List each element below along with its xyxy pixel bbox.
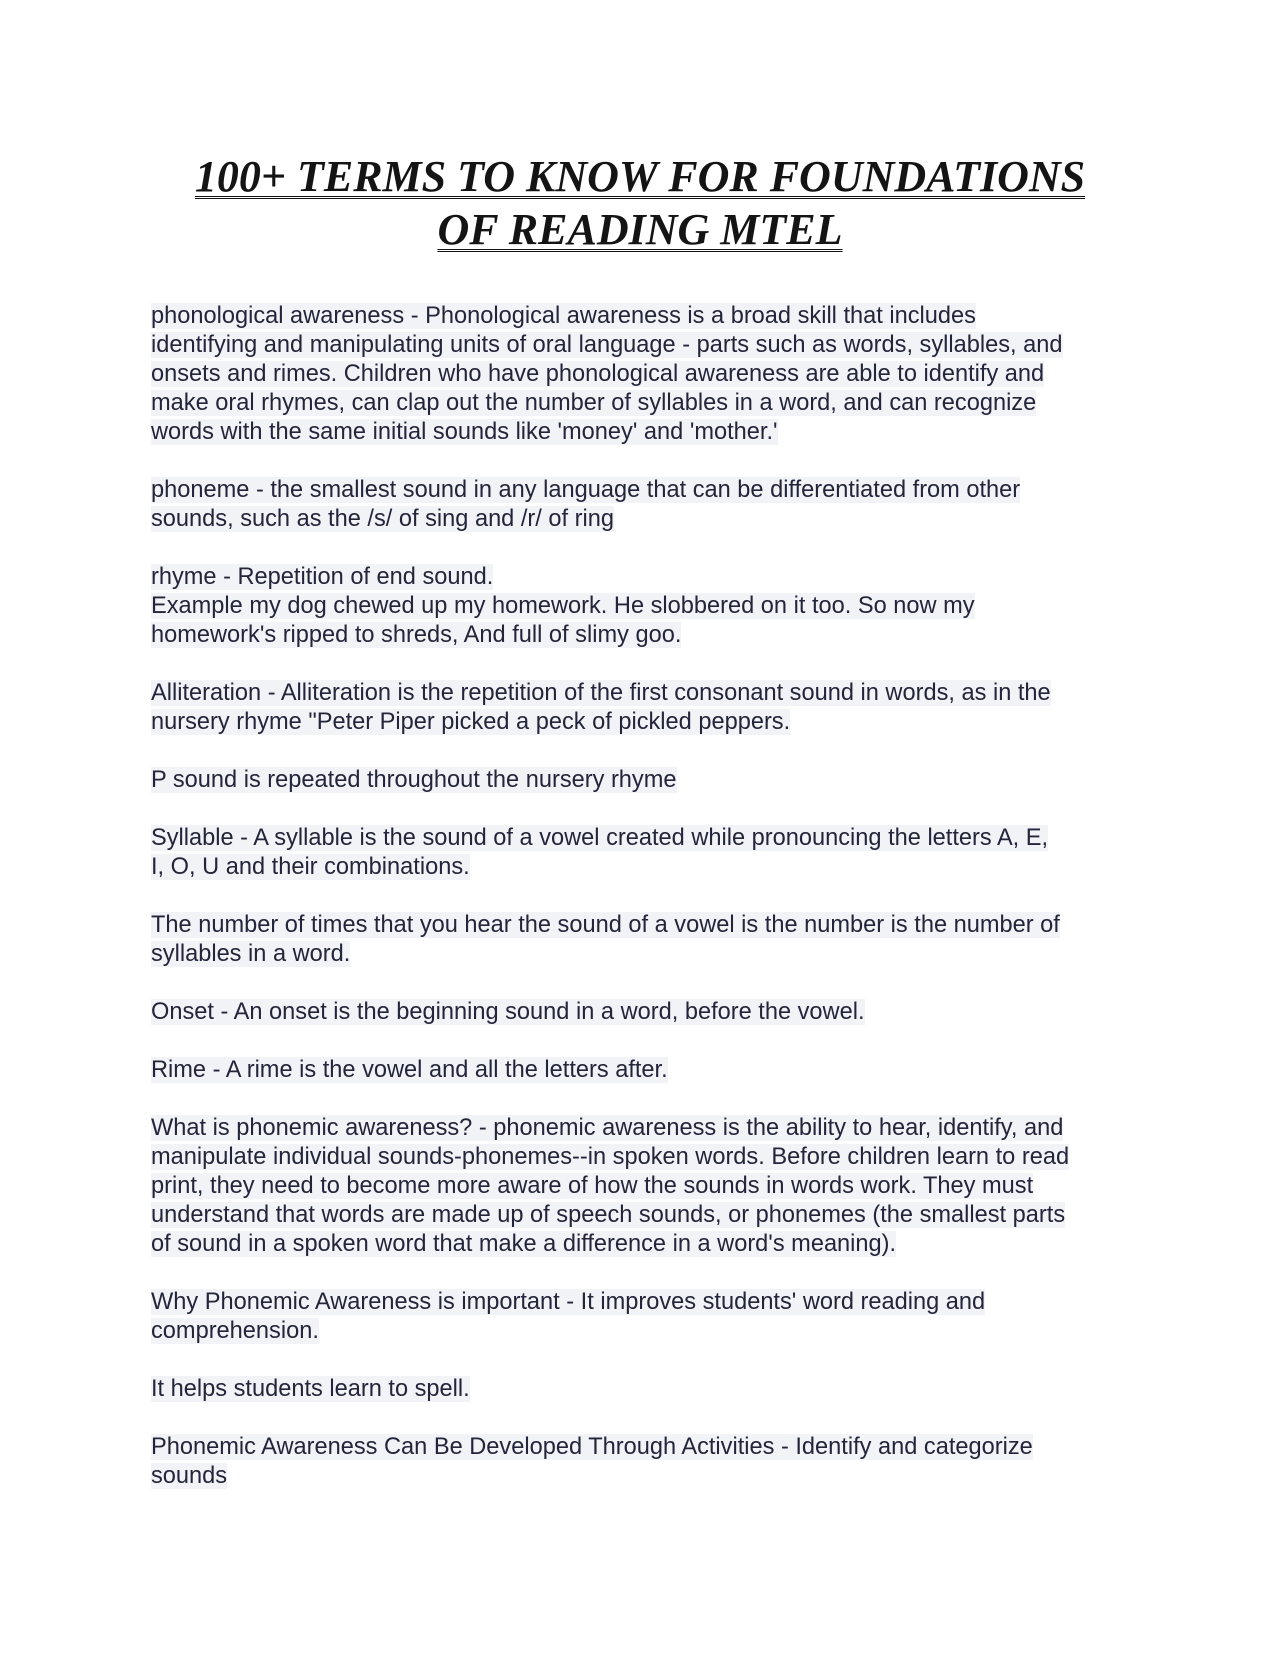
term-line: It helps students learn to spell. [151, 1376, 470, 1402]
term-entry [151, 1114, 1141, 1259]
term-line: P sound is repeated throughout the nursery rhyme [151, 767, 677, 793]
term-line: The number of times that you hear the sound of a vowel is the number is the number of [151, 912, 1060, 938]
term-line: I, O, U and their combinations. [151, 854, 470, 880]
term-entry [151, 476, 1141, 534]
term-entry [151, 1433, 1141, 1491]
term-line: sounds [151, 1463, 228, 1489]
term-entry [151, 766, 1141, 795]
term-line: syllables in a word. [151, 941, 351, 967]
title-line: 100+ TERMS TO KNOW FOR FOUNDATIONS [194, 152, 1086, 201]
term-line: understand that words are made up of speech sounds, or phonemes (the smallest parts [151, 1202, 1066, 1228]
term-entry [151, 824, 1141, 882]
term-line: Onset - An onset is the beginning sound in a word, before the vowel. [151, 999, 865, 1025]
term-line: What is phonemic awareness? - phonemic awareness is the ability to hear, identify, and [151, 1115, 1064, 1141]
term-entry [151, 679, 1141, 737]
term-line: Why Phonemic Awareness is important - It improves students' word reading and [151, 1289, 986, 1315]
term-line: of sound in a spoken word that make a difference in a word's meaning). [151, 1231, 897, 1257]
term-entry [151, 1375, 1141, 1404]
page-title [150, 150, 1130, 256]
term-entry [151, 302, 1141, 447]
term-line: words with the same initial sounds like 'money' and 'mother.' [151, 419, 778, 445]
term-line: manipulate individual sounds-phonemes--in spoken words. Before children learn to read [151, 1144, 1070, 1170]
term-line: rhyme - Repetition of end sound. [151, 564, 494, 590]
term-entry [151, 911, 1141, 969]
term-entry [151, 563, 1141, 650]
term-line: Alliteration - Alliteration is the repetition of the first consonant sound in words, as in the [151, 680, 1051, 706]
term-line: Rime - A rime is the vowel and all the letters after. [151, 1057, 668, 1083]
term-line: phonological awareness - Phonological awareness is a broad skill that includes [151, 303, 976, 329]
terms-list [151, 302, 1141, 1520]
term-line: phoneme - the smallest sound in any language that can be differentiated from other [151, 477, 1021, 503]
term-line: print, they need to become more aware of how the sounds in words work. They must [151, 1173, 1034, 1199]
term-entry [151, 1056, 1141, 1085]
term-line: make oral rhymes, can clap out the number of syllables in a word, and can recognize [151, 390, 1037, 416]
term-line: sounds, such as the /s/ of sing and /r/ of ring [151, 506, 614, 532]
term-line: Example my dog chewed up my homework. He slobbered on it too. So now my [151, 593, 975, 619]
term-entry [151, 1288, 1141, 1346]
term-line: nursery rhyme "Peter Piper picked a peck of pickled peppers. [151, 709, 791, 735]
term-line: onsets and rimes. Children who have phonological awareness are able to identify and [151, 361, 1045, 387]
term-line: Phonemic Awareness Can Be Developed Through Activities - Identify and categorize [151, 1434, 1033, 1460]
term-entry [151, 998, 1141, 1027]
title-line: OF READING MTEL [437, 205, 843, 254]
term-line: identifying and manipulating units of oral language - parts such as words, syllables, and [151, 332, 1063, 358]
term-line: homework's ripped to shreds, And full of slimy goo. [151, 622, 682, 648]
term-line: Syllable - A syllable is the sound of a vowel created while pronouncing the letters A, E, [151, 825, 1049, 851]
term-line: comprehension. [151, 1318, 319, 1344]
